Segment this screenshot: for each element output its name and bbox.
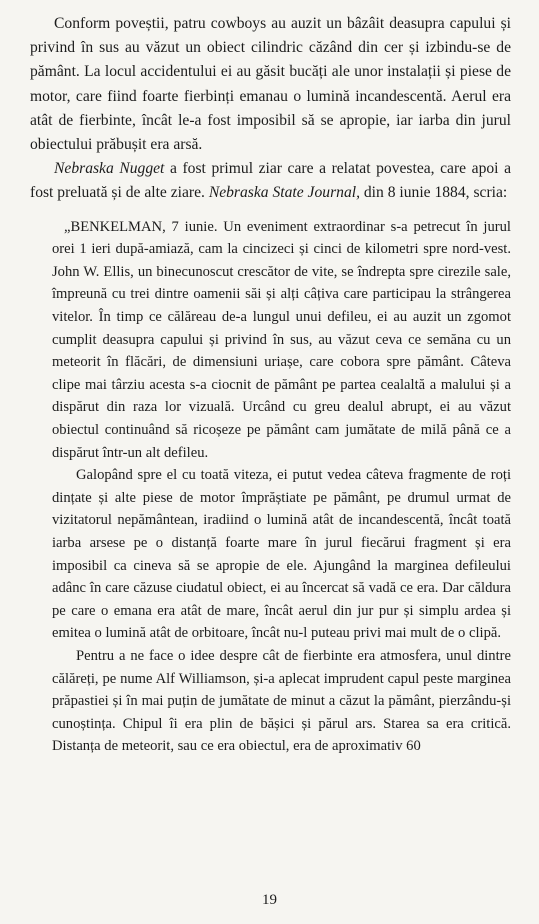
quoted-article bbox=[52, 216, 511, 758]
quote-paragraph-1: „BENKELMAN, 7 iunie. Un eveniment extraordinar s-a petrecut în jurul orei 1 ieri după-amiază, cam la cincizeci și cinci de kilometri spre nord-vest. John W. Ellis, un binecunoscut crescător de vite, se îndrepta spre cirezile sale, împreună cu trei dintre oamenii săi și alți câțiva care participau la strângerea vitelor. În timp ce călăreau de-a lungul unui defileu, ei au auzit un zgomot cumplit deasupra capului și privind în sus, au văzut ceva ce semăna cu un meteorit în flăcări, de dimensiuni uriașe, care cobora spre pământ. Câteva clipe mai târziu acesta s-a ciocnit de pământ pe partea cealaltă a malului și a dispărut din raza lor vizuală. Urcând cu greu dealul abrupt, ei au văzut obiectul continuând să ricoșeze pe pământ cam jumătate de milă până ce a dispărut într-un alt defileu. bbox=[52, 218, 511, 461]
quote-paragraph-3: Pentru a ne face o idee despre cât de fierbinte era atmosfera, unul dintre călăreți, pe nume Alf Williamson, și-a aplecat imprudent capul peste marginea prăpastiei și în mai puțin de jumătate de minut a căzut la pământ, pierzându-și cunoștința. Chipul îi era plin de bășici și părul ars. Starea sa era critică. Distanța de meteorit, sau ce era obiectul, era de aproximativ 60 bbox=[52, 647, 511, 755]
newspaper-title-journal: Nebraska State Journal, bbox=[208, 184, 360, 202]
newspaper-text-1: a fost primul ziar care a relatat povestea, care apoi a fost preluată și de alte ziare. bbox=[30, 160, 512, 202]
quote-paragraph-2: Galopând spre el cu toată viteza, ei putut vedea câteva fragmente de roți dințate și alte piese de motor împrăștiate pe pământ, pe drumul urmat de vizitatorul nepământean, iradiind o lumină atât de incandescentă, încât toată iarba arsese pe o distanță foarte mare în jurul fiecărui fragment și era imposibil ca cineva să se apropie de ele. Ajungând la marginea defileului adânc în care căzuse ciudatul obiect, ei au încercat să vadă ce era. Dar căldura pe care o emana era atât de mare, încât aerul din jur pur și simplu ardea și emitea o lumină atât de orbitoare, încât nu-l puteau privi mai mult de o clipă. bbox=[52, 467, 511, 642]
newspaper-title-nugget: Nebraska Nugget bbox=[54, 160, 165, 178]
intro-paragraph: Conform poveștii, patru cowboys au auzit un bâzâit deasupra capului și privind în sus au văzut un obiect cilindric căzând din cer și izbindu-se de pământ. La locul accidentului ei au găsit bucăți ale unor instalații și piese de motor, care fiind foarte fierbinți emanau o lumină incandescentă. Aerul era atât de fierbinte, încât le-a fost imposibil să se apropie, iar iarba din jurul obiectului prăbușit era arsă. bbox=[30, 15, 511, 154]
main-text bbox=[30, 12, 511, 206]
newspaper-text-2: din 8 iunie 1884, scria: bbox=[359, 184, 508, 202]
page-number: 19 bbox=[262, 892, 277, 908]
newspaper-paragraph bbox=[30, 157, 511, 205]
